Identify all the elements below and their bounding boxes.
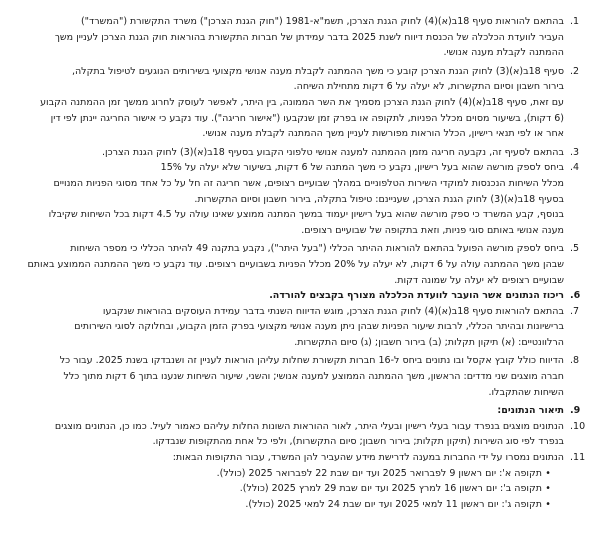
period-list-item — [10, 497, 588, 513]
paragraph-4 — [10, 160, 588, 238]
paragraph-number: 6. — [570, 290, 581, 302]
paragraph-6-heading — [10, 288, 588, 304]
paragraph-line: בהתאם להוראות סעיף 18ב(א)(4) לחוק הגנת הצרכן, מוגש הדיווח השנתי בדבר עמידת העוסקים בהוראות שנקבעו — [102, 305, 564, 317]
paragraph-line: אחר או לפי תנאי רישיון, הכלל הוראות מפורשות לעניין משך ההמתנה לקבלת מענה אנושי. — [202, 128, 564, 140]
paragraph-number: 1. — [570, 16, 580, 27]
paragraph-number: 2. — [570, 65, 580, 77]
paragraph-number: 8. — [570, 355, 580, 367]
paragraph-line: מענה אנושי באותם סוגי פניות, וזאת בתקופה של שבועיים רצופים. — [301, 224, 564, 236]
paragraph-line: מכלל השיחות הנכנסות למוקדי השירות הטלפוניים במהלך שבועיים רצופים, אשר חריגה זה חל על כל אחד מסוגי הפניות המנויים — [53, 177, 564, 189]
paragraph-line: ההמתנה לקבלת מענה אנושי. — [443, 47, 564, 59]
paragraph-11 — [10, 450, 588, 466]
paragraph-2 — [10, 64, 588, 142]
paragraph-line: ביחס לספק מורשה שהוא בעל רישיון, נקבע כי משך המתנה של 6 דקות, בשיעור שלא יעלה על 15% — [160, 162, 564, 174]
paragraph-line: הדיווח כולל קובץ אקסל ובו נתונים ביחס ל-16 חברות תקשורת שחלות עליהן הוראות לעניין זה ושנבדקו בשנת 2025. עבור כל — [59, 355, 564, 367]
period-text: תקופה א': יום ראשון 9 לפברואר 2025 ועד יום שבת 22 לפברואר 2025 (כולל). — [216, 467, 542, 479]
paragraph-line: השיחות שהתקבלו. — [488, 386, 564, 398]
paragraph-3 — [10, 145, 588, 161]
paragraph-number: 4. — [570, 162, 580, 174]
paragraph-number: 9. — [570, 405, 581, 417]
paragraph-line: בנוסף, קבע המשרד כי ספק מורשה שהוא בעל רישיון יעמוד במשך המתנה ממוצע שאינו עולה על 4.5 דקות בכל השיחות שקיבלו — [48, 209, 564, 221]
period-list-item — [10, 466, 588, 482]
paragraph-line: בנפרד לפי סוג השירות (תיקון תקלות; בירור חשבון; סיום התקשרות), ולפי כל אחת מהתקופות שנבדקו. — [152, 436, 564, 448]
paragraph-7 — [10, 304, 588, 351]
paragraph-line: ברישיונות ובהיתר הכללי, לרבות שיעור הפניות שבהן ניתן מענה אנושי מקצועי בפרק הזמן הקבוע, ובחלוקה לסוגי השירותים — [74, 321, 564, 333]
bullet-icon: • — [545, 467, 551, 479]
paragraph-number: 11. — [570, 452, 586, 464]
paragraph-line: בהתאם לסעיף זה, נקבעה חריגה מזמן ההמתנה למענה אנושי טלפוני הקבוע בסעיף 18ב(א)(3) לחוק הגנת הצרכן. — [102, 146, 564, 158]
paragraph-1 — [10, 14, 588, 61]
paragraph-line: סעיף 18ב(א)(3) לחוק הגנת הצרכן קובע כי משך ההמתנה לקבלת מענה אנושי מקצועי בשירותים הנוגעים לטיפול בתקלה, — [71, 65, 564, 77]
paragraph-line: חברה מוצגים שני מדדים: הראשון, משך ההמתנה הממוצע למענה אנושי; והשני, שיעור השיחות שנענו בתוך 6 דקות מתוך כלל — [63, 371, 564, 383]
paragraph-5 — [10, 241, 588, 288]
paragraph-line: ביחס לספק מורשה הפועל בהתאם להוראות ההיתר הכללי ("בעל היתר"), נקבע בתקנה 49 להיתר הכללי כי מספר השיחות — [70, 243, 564, 255]
period-text: תקופה ג': יום ראשון 11 למאי 2025 ועד יום שבת 24 למאי 2025 (כולל). — [245, 498, 542, 510]
paragraph-number: 3. — [570, 146, 580, 158]
paragraph-line: שבועיים רצופים לא יעלה על שמונה דקות. — [394, 274, 564, 286]
paragraph-line: שבהן משך ההמתנה עולה על 6 דקות, לא יעלה על 20% מכלל הפניות בשבועיים רצופים. עוד נקבע כי משך ההמתנה הממוצע באותם — [27, 258, 564, 270]
paragraph-number: 7. — [570, 305, 580, 317]
paragraph-line: העביר לוועדת הכלכלה של הכנסת דיווח לשנת 2025 בדבר עמידתן של חברות התקשורת בהוראות חוק הגנת הצרכן לעניין משך — [54, 31, 564, 43]
paragraph-line: (6 דקות), בשיעור מסוים מכלל הפניות, לתקופה או בפרק זמן שנקבעו ("אישור חריגה"). עוד נקבע כי אישור החריגה יינתן לפי דין — [50, 112, 564, 124]
paragraph-line: הנתונים מוצגים בנפרד עבור בעלי רישיון ובעלי היתר, לאור ההוראות השונות החלות עליהם כאמור לעיל. כמו כן, הנתונים מוצגים — [54, 420, 564, 432]
paragraph-line: עם זאת, סעיף 18ב(א)(4) לחוק הגנת הצרכן מסמיך את השר הממונה, בין היתר, לאפשר לעוסק לחרוג ממשך זמן ההמתנה הקבוע — [40, 96, 564, 108]
paragraph-line: בסעיף 18ב(א)(3) לחוק הגנת הצרכן, שעניינם: טיפול בתקלה, בירור חשבון וסיום התקשרות. — [194, 193, 564, 205]
paragraph-10 — [10, 419, 588, 450]
paragraph-8 — [10, 353, 588, 400]
paragraph-number: 5. — [570, 243, 580, 255]
paragraph-line: בהתאם להוראות סעיף 18ב(א)(4) לחוק הגנת הצרכן, תשמ"א-1981 ("חוק הגנת הצרכן") משרד התקשורת ("המשרד") — [80, 16, 564, 27]
period-list-item — [10, 481, 588, 497]
paragraph-line: בירור חשבון וסיום התקשרות, לא יעלה על 6 דקות מתחילת השיחה. — [293, 81, 564, 93]
section-heading: תיאור הנתונים: — [497, 405, 564, 417]
paragraph-line: הרלוונטיים: (א) תיקון תקלות; (ב) בירור חשבון; (ג) סיום התקשרות. — [294, 336, 564, 348]
period-text: תקופה ב': יום ראשון 16 למרץ 2025 ועד יום שבת 29 למרץ 2025 (כולל). — [239, 483, 542, 495]
paragraph-line: הנתונים נמסרו על ידי החברות במענה לדרישת מידע שהעביר להן המשרד, עבור התקופות הבאות: — [172, 452, 564, 464]
bullet-icon: • — [545, 498, 551, 510]
bullet-icon: • — [545, 483, 551, 495]
paragraph-number: 10. — [570, 420, 586, 432]
paragraph-9-heading — [10, 403, 588, 419]
section-heading: ריכוז הנתונים אשר הועבר לוועדת הכלכלה מצורף בקבצים להורדה. — [269, 290, 564, 302]
